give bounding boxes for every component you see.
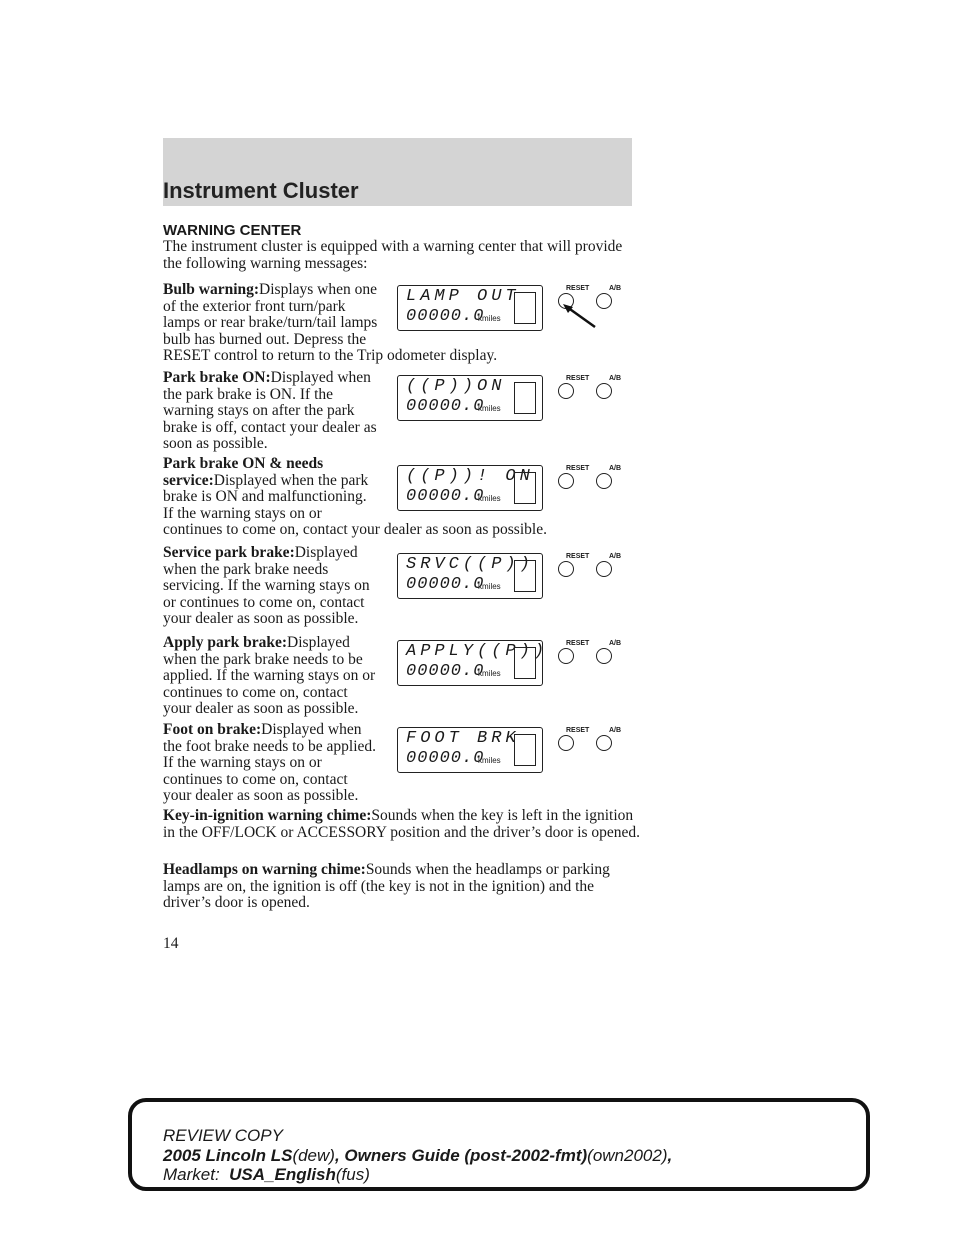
footer-market-label: Market: bbox=[163, 1165, 220, 1184]
display-message: FOOT BRK bbox=[406, 729, 520, 748]
footer-line-3 bbox=[163, 1165, 370, 1185]
item-term: Park brake ON: bbox=[163, 369, 271, 386]
odometer-readout: 00000.0 bbox=[406, 397, 485, 416]
odometer-readout: 00000.0 bbox=[406, 575, 485, 594]
display-lamp-out bbox=[397, 285, 543, 331]
footer-language: USA_English bbox=[229, 1165, 336, 1184]
item-key-chime bbox=[163, 808, 643, 841]
reset-label: RESET bbox=[566, 553, 590, 560]
display-message: LAMP OUT bbox=[406, 287, 520, 306]
item-desc: Displays when one of the exterior front turn/park lamps or rear brake/turn/tail lamps bulb has burned out. Depress the RESET control to return to the Trip odometer display. bbox=[163, 281, 498, 365]
item-service-park-brake bbox=[163, 545, 378, 628]
display-indicator-box bbox=[514, 382, 536, 414]
item-desc: Displayed when the foot brake needs to be applied. If the warning stays on or continues to come on, contact your dealer as soon as possible. bbox=[163, 721, 377, 805]
ab-knob-icon bbox=[596, 473, 612, 489]
controls-group bbox=[551, 285, 631, 325]
ab-knob-icon bbox=[596, 383, 612, 399]
display-message: ((P))ON bbox=[406, 377, 506, 396]
odometer-unit: kmiles bbox=[478, 582, 501, 591]
arrow-pointer-icon bbox=[561, 303, 601, 331]
ab-label: A/B bbox=[609, 465, 622, 472]
display-indicator-box bbox=[514, 472, 536, 504]
ab-knob-icon bbox=[596, 735, 612, 751]
item-term: Park brake ON & needs service: bbox=[163, 455, 324, 489]
display-indicator-box bbox=[514, 292, 536, 324]
odometer-readout: 00000.0 bbox=[406, 662, 485, 681]
footer-guide: , Owners Guide (post-2002-fmt) bbox=[334, 1146, 588, 1165]
odometer-unit: kmiles bbox=[478, 669, 501, 678]
display-indicator-box bbox=[514, 647, 536, 679]
ab-label: A/B bbox=[609, 375, 622, 382]
item-term: Apply park brake: bbox=[163, 634, 288, 651]
reset-knob-icon bbox=[558, 473, 574, 489]
footer-language-code: (fus) bbox=[335, 1165, 370, 1184]
footer-model: 2005 Lincoln LS bbox=[163, 1146, 293, 1165]
reset-label: RESET bbox=[566, 465, 590, 472]
display-park-brake-on bbox=[397, 375, 543, 421]
item-term: Service park brake: bbox=[163, 544, 295, 561]
footer-line-1 bbox=[163, 1126, 283, 1146]
item-term: Bulb warning: bbox=[163, 281, 260, 298]
display-message: ((P))! ON bbox=[406, 467, 534, 486]
display-indicator-box bbox=[514, 734, 536, 766]
display-apply bbox=[397, 640, 549, 686]
item-apply-park-brake bbox=[163, 635, 378, 718]
reset-knob-icon bbox=[558, 735, 574, 751]
item-term: Key-in-ignition warning chime: bbox=[163, 807, 372, 824]
section-title: WARNING CENTER bbox=[163, 222, 302, 239]
controls-group bbox=[551, 465, 631, 505]
ab-label: A/B bbox=[609, 727, 622, 734]
reset-label: RESET bbox=[566, 375, 590, 382]
footer-format: (own2002) bbox=[587, 1146, 668, 1165]
ab-knob-icon bbox=[596, 648, 612, 664]
odometer-readout: 00000.0 bbox=[406, 307, 485, 326]
display-park-brake-service bbox=[397, 465, 543, 511]
display-foot-brk bbox=[397, 727, 543, 773]
ab-label: A/B bbox=[609, 553, 622, 560]
item-desc: Displayed when the park brake needs servicing. If the warning stays on or continues to come on, contact your dealer as soon as possible. bbox=[163, 544, 370, 628]
item-desc: Sounds when the headlamps or parking lamps are on, the ignition is off (the key is not in the ignition) and the driver’s door is opened. bbox=[163, 861, 610, 912]
controls-group bbox=[551, 727, 631, 767]
item-desc: Displayed when the park brake needs to be applied. If the warning stays on or continues to come on, contact your dealer as soon as possible. bbox=[163, 634, 376, 718]
intro-paragraph: The instrument cluster is equipped with a warning center that will provide the following warning messages: bbox=[163, 238, 623, 272]
footer-model-code: (dew) bbox=[292, 1146, 335, 1165]
page-number: 14 bbox=[163, 935, 179, 952]
odometer-unit: kmiles bbox=[478, 494, 501, 503]
display-srvc bbox=[397, 553, 543, 599]
footer-line-2 bbox=[163, 1146, 672, 1166]
ab-label: A/B bbox=[609, 640, 622, 647]
controls-group bbox=[551, 640, 631, 680]
item-desc: Displayed when the park brake is ON and malfunctioning. If the warning stays on or continues to come on, contact your dealer as soon as possible. bbox=[163, 471, 547, 539]
controls-group bbox=[551, 375, 631, 415]
odometer-readout: 00000.0 bbox=[406, 749, 485, 768]
reset-knob-icon bbox=[558, 648, 574, 664]
display-message: APPLY((P)) bbox=[406, 642, 549, 661]
reset-label: RESET bbox=[566, 285, 590, 292]
odometer-readout: 00000.0 bbox=[406, 487, 485, 506]
reset-label: RESET bbox=[566, 727, 590, 734]
ab-label: A/B bbox=[609, 285, 622, 292]
odometer-unit: kmiles bbox=[478, 314, 501, 323]
review-copy-label: REVIEW COPY bbox=[163, 1126, 283, 1145]
item-desc: Displayed when the park brake is ON. If the warning stays on after the park brake is off, contact your dealer as soon as possible. bbox=[163, 369, 377, 453]
ab-knob-icon bbox=[596, 561, 612, 577]
reset-knob-icon bbox=[558, 383, 574, 399]
reset-label: RESET bbox=[566, 640, 590, 647]
display-indicator-box bbox=[514, 560, 536, 592]
controls-group bbox=[551, 553, 631, 593]
footer-comma: , bbox=[667, 1146, 673, 1165]
reset-knob-icon bbox=[558, 561, 574, 577]
odometer-unit: kmiles bbox=[478, 404, 501, 413]
page-title: Instrument Cluster bbox=[163, 178, 359, 203]
display-message: SRVC((P)) bbox=[406, 555, 534, 574]
item-foot-on-brake bbox=[163, 722, 378, 805]
item-desc: Sounds when the key is left in the ignition in the OFF/LOCK or ACCESSORY position and the driver’s door is opened. bbox=[163, 807, 641, 841]
item-park-brake-on bbox=[163, 370, 378, 453]
odometer-unit: kmiles bbox=[478, 756, 501, 765]
item-term: Foot on brake: bbox=[163, 721, 262, 738]
item-headlamp-chime bbox=[163, 862, 643, 912]
item-term: Headlamps on warning chime: bbox=[163, 861, 366, 878]
